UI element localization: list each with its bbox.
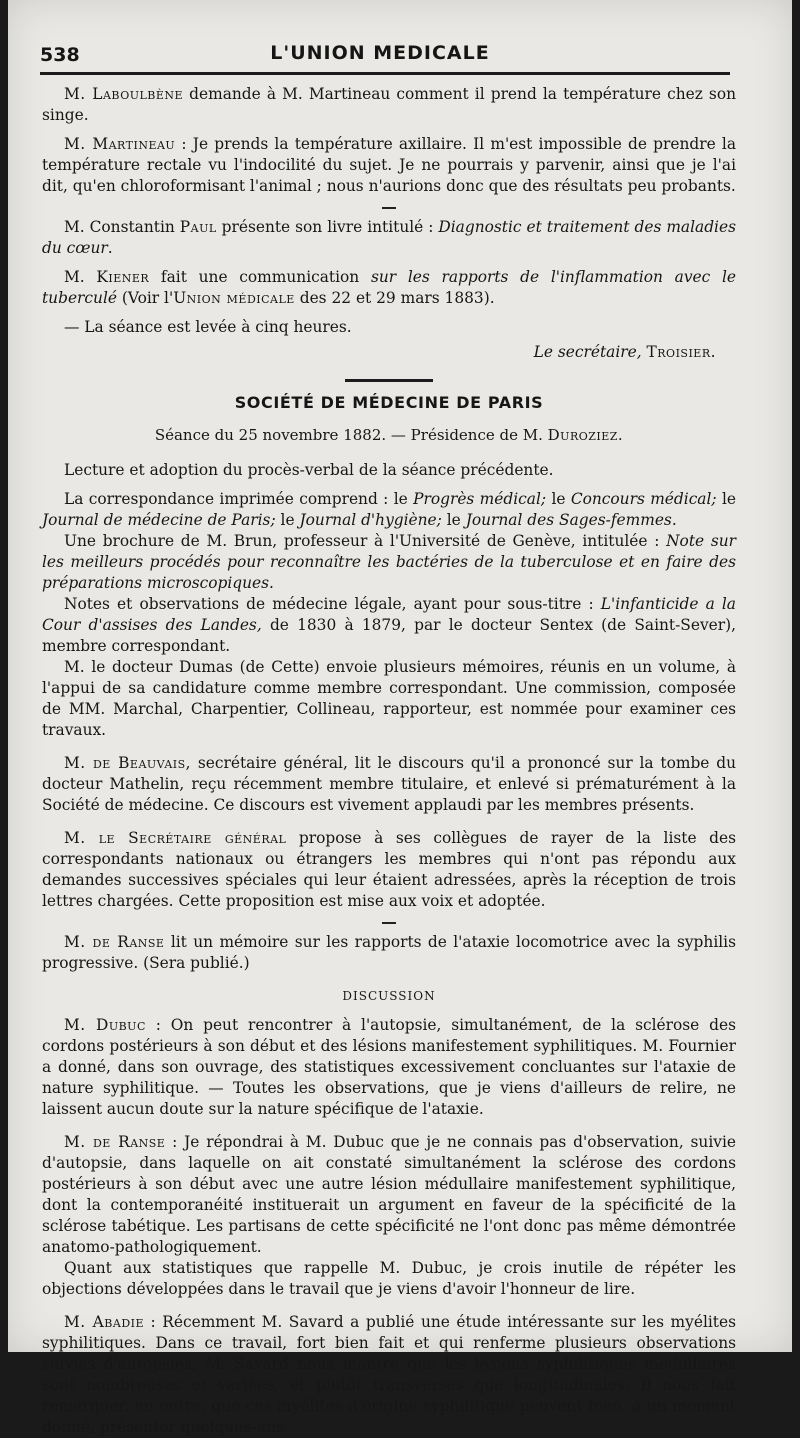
- paragraph-text: : Récemment M. Savard a publié une étude intéressante sur les myélites syphilitiques. Dans ce travail, fort bien fait et qui renferme plusieurs observations suivies d'autopsies, M. Savard nous montre que les lésions syphilitiques médullaires sont nombreuses et variées, et plutôt transverses que longitudinales. Il nous fait remarquer, en outre, que ces myélites d'origine syphilitique peuvent bien, à un moment donné, présenter quelques-uns: [42, 1313, 736, 1436]
- section-rule: [345, 379, 433, 382]
- header-rule: [40, 72, 730, 75]
- speaker-name: Paul: [179, 218, 217, 236]
- session-line: [42, 425, 736, 446]
- speaker-name: M. Dubuc: [64, 1016, 146, 1034]
- journal-title: Concours médical;: [570, 490, 717, 508]
- communication-title: sur les rapports de l'inflammation avec le tuberculé: [42, 268, 737, 307]
- paragraph-text: M.: [64, 268, 97, 286]
- paragraph-statistiques: Quant aux statistiques que rappelle M. Dubuc, je crois inutile de répéter les objections développées dans le travail que je viens d'avoir l'honneur de lire.: [42, 1259, 736, 1298]
- session-text: Séance du 25 novembre 1882. — Présidence de M.: [154, 426, 548, 444]
- paragraph-text: .: [107, 239, 113, 257]
- paragraph-text: secrétaire général, lit le discours qu'il a prononcé sur la tombe du docteur Mathelin, reçu récemment membre titulaire, et enlevé si prématurément à la Société de médecine. Ce discours est vivement applaudi par les membres présents.: [42, 754, 736, 814]
- paragraph-text: présente son livre intitulé :: [216, 218, 439, 236]
- paragraph-kiener: [42, 267, 736, 309]
- paragraph-ranse-reply: [42, 1132, 736, 1258]
- discussion-heading: DISCUSSION: [342, 989, 436, 1003]
- running-head: L'UNION MEDICALE: [270, 42, 490, 64]
- paragraph-text: propose à ses collègues de rayer de la liste des correspondants nationaux ou étrangers les membres qui n'ont pas répondu aux demandes successives spéciales qui leur étaient adressées, après la réception de trois lettres chargées. Cette proposition est mise aux voix et adoptée.: [42, 829, 736, 910]
- page-number: 538: [40, 44, 80, 66]
- signature-name: Troisier.: [646, 343, 716, 361]
- paragraph-lecture: Lecture et adoption du procès-verbal de la séance précédente.: [64, 461, 554, 479]
- journal-title: Journal d'hygiène;: [299, 511, 442, 529]
- paragraph-dumas: M. le docteur Dumas (de Cette) envoie plusieurs mémoires, réunis en un volume, à l'appui de sa candidature comme membre correspondant. Une commission, composée de MM. Marchal, Charpentier, Collineau, rapporteur, est nommée pour examiner ces travaux.: [42, 658, 736, 739]
- journal-title: Progrès médical;: [413, 490, 547, 508]
- paragraph-text: le: [441, 511, 466, 529]
- paragraph-text: le: [275, 511, 300, 529]
- subtitle-title: L'infanticide a la Cour d'assises des Landes,: [42, 595, 736, 634]
- paragraph-text: des 22 et 29 mars 1883).: [294, 289, 495, 307]
- document-page: [8, 0, 792, 1436]
- journal-title: Journal des Sages-femmes.: [465, 511, 677, 529]
- journal-name: Union médicale: [173, 289, 295, 307]
- speaker-name: M. de Beauvais,: [64, 754, 192, 772]
- separator-dash: [382, 922, 396, 924]
- paragraph-text: fait une communication: [149, 268, 371, 286]
- paragraph-text: le: [546, 490, 571, 508]
- page-body: [42, 84, 736, 1438]
- book-title: Diagnostic et traitement des maladies du cœur: [42, 218, 736, 257]
- paragraph-text: le: [716, 490, 737, 508]
- speaker-name: M. de Ranse: [64, 1133, 166, 1151]
- brochure-title: Note sur les meilleurs procédés pour reconnaître les bactéries de la tuberculose et en faire des préparations microscopiques.: [42, 532, 736, 592]
- paragraph-text: (Voir l': [116, 289, 174, 307]
- president-name: Duroziez.: [547, 426, 624, 444]
- paragraph-ranse-memoire: [42, 932, 736, 974]
- paragraph-text: de 1830 à 1879, par le docteur Sentex (de Saint-Sever), membre correspondant.: [42, 616, 736, 655]
- paragraph-beauvais: [42, 753, 736, 816]
- separator-dash: [382, 207, 396, 209]
- paragraph-text: Une brochure de M. Brun, professeur à l'Université de Genève, intitulée :: [64, 532, 667, 550]
- paragraph-closing: — La séance est levée à cinq heures.: [64, 318, 352, 336]
- paragraph-laboulbene: [42, 84, 736, 126]
- paragraph-text: M. Constantin: [64, 218, 180, 236]
- paragraph-martineau: [42, 134, 736, 197]
- paragraph-text: : Je prends la température axillaire. Il m'est impossible de prendre la température rectale vu l'indocilité du sujet. Je ne pourrais y parvenir, ainsi que je l'ai dit, qu'en chloroformisant l'animal ; nous n'aurions donc que des résultats peu probants.: [42, 135, 736, 195]
- paragraph-dubuc: [42, 1015, 736, 1120]
- paragraph-text: demande à M. Martineau comment il prend la température chez son singe.: [42, 85, 737, 124]
- speaker-name: Kiener: [96, 268, 150, 286]
- signature: [42, 342, 716, 363]
- paragraph-paul: [42, 217, 736, 259]
- paragraph-secretaire: [42, 828, 736, 912]
- paragraph-text: lit un mémoire sur les rapports de l'ataxie locomotrice avec la syphilis progressive. (Sera publié.): [42, 933, 736, 972]
- paragraph-text: : Je répondrai à M. Dubuc que je ne connais pas d'observation, suivie d'autopsie, dans laquelle on ait constaté simultanément la sclérose des cordons postérieurs à son début avec une autre lésion médullaire manifestement syphilitique, dont la contemporanéité instituerait un argument en faveur de la spécificité de la sclérose tabétique. Les partisans de cette spécificité ne l'ont donc pas même démontrée anatomo-pathologiquement.: [42, 1133, 736, 1256]
- paragraph-abadie: [42, 1312, 736, 1438]
- paragraph-brochure: [42, 531, 736, 594]
- speaker-name: M. Laboulbène: [64, 85, 184, 103]
- speaker-name: M. Abadie: [64, 1313, 145, 1331]
- section-title: SOCIÉTÉ DE MÉDECINE DE PARIS: [234, 393, 544, 412]
- paragraph-correspondance: [42, 489, 736, 531]
- paragraph-text: : On peut rencontrer à l'autopsie, simultanément, de la sclérose des cordons postérieurs à son début et des lésions manifestement syphilitiques. M. Fournier a donné, dans son ouvrage, des statistiques excessivement concluantes sur l'ataxie de nature syphilitique. — Toutes les observations, que je viens d'ailleurs de relire, ne laissent aucun doute sur la nature spécifique de l'ataxie.: [42, 1016, 736, 1118]
- speaker-name: M. le Secrétaire général: [64, 829, 287, 847]
- paragraph-notes: [42, 594, 736, 657]
- paragraph-text: Notes et observations de médecine légale, ayant pour sous-titre :: [64, 595, 601, 613]
- journal-title: Journal de médecine de Paris;: [42, 511, 276, 529]
- speaker-name: M. de Ranse: [64, 933, 165, 951]
- paragraph-text: La correspondance imprimée comprend : le: [64, 490, 414, 508]
- page-header: [40, 38, 720, 68]
- speaker-name: M. Martineau: [64, 135, 176, 153]
- signature-role: Le secrétaire,: [533, 343, 642, 361]
